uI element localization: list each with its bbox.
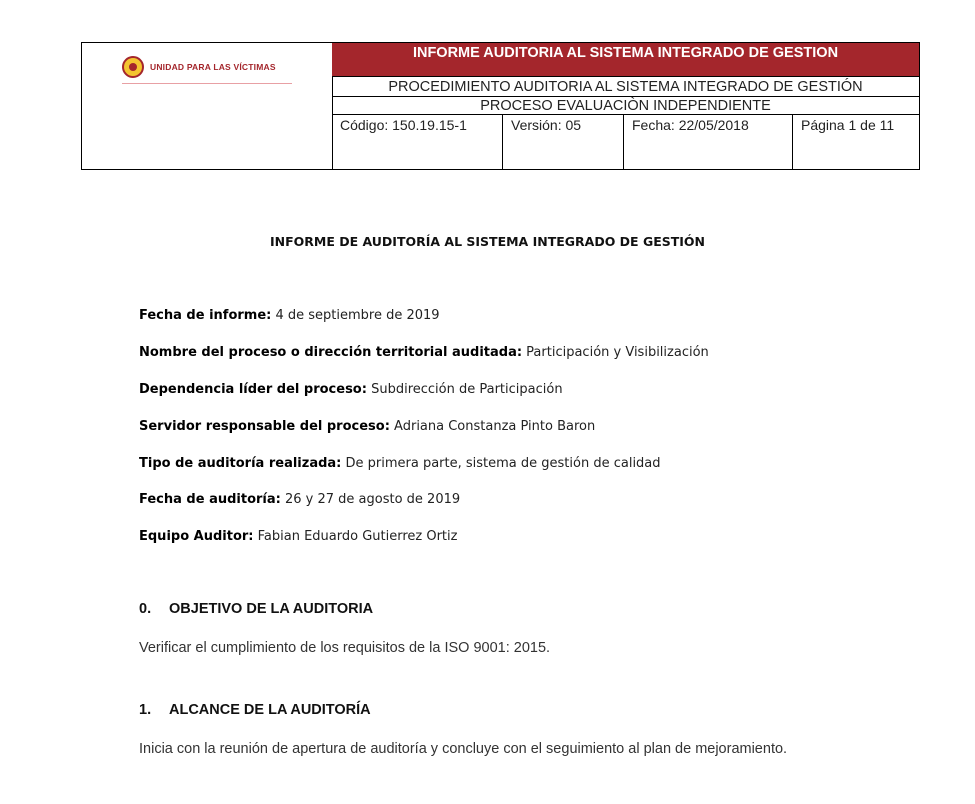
field-value: De primera parte, sistema de gestión de calidad [341, 456, 661, 471]
logo-text: UNIDAD PARA LAS VÍCTIMAS [150, 62, 276, 72]
field-report-date [139, 308, 440, 323]
header-procedure: PROCEDIMIENTO AUDITORIA AL SISTEMA INTEGRADO DE GESTIÓN [332, 77, 919, 97]
header-process: PROCESO EVALUACIÒN INDEPENDIENTE [332, 97, 919, 115]
coat-of-arms-icon [122, 56, 144, 78]
header-page: Página 1 de 11 [801, 117, 895, 133]
section-title: OBJETIVO DE LA AUDITORIA [169, 601, 374, 617]
field-label: Dependencia líder del proceso: [139, 382, 367, 397]
field-label: Equipo Auditor: [139, 529, 254, 544]
section-heading-objective [139, 601, 373, 617]
field-value: Subdirección de Participación [366, 382, 563, 397]
field-audit-type [139, 456, 661, 471]
logo [122, 54, 292, 80]
field-audit-team [139, 529, 457, 544]
field-label: Servidor responsable del proceso: [139, 419, 390, 434]
section-number: 1. [139, 702, 152, 718]
header-title: INFORME AUDITORIA AL SISTEMA INTEGRADO DE GESTION [332, 43, 919, 77]
document-header-table [81, 42, 920, 170]
header-date: Fecha: 22/05/2018 [624, 115, 793, 169]
document-title: INFORME DE AUDITORÍA AL SISTEMA INTEGRADO DE GESTIÓN [269, 234, 706, 249]
section-number: 0. [139, 601, 152, 617]
field-value: 4 de septiembre de 2019 [271, 308, 440, 323]
field-value: 26 y 27 de agosto de 2019 [280, 492, 461, 507]
field-responsible-server [139, 419, 595, 434]
field-label: Tipo de auditoría realizada: [139, 456, 342, 471]
field-lead-department [139, 382, 563, 397]
field-value: Adriana Constanza Pinto Baron [389, 419, 596, 434]
field-process-name [139, 345, 709, 360]
header-version: Versión: 05 [503, 115, 624, 169]
section-heading-scope [139, 702, 371, 718]
logo-underline [122, 83, 292, 84]
field-value: Fabian Eduardo Gutierrez Ortiz [253, 529, 458, 544]
field-audit-date [139, 492, 460, 507]
header-info [332, 43, 919, 169]
section-text-objective: Verificar el cumplimiento de los requisitos de la ISO 9001: 2015. [139, 640, 551, 656]
field-label: Fecha de informe: [139, 308, 272, 323]
section-title: ALCANCE DE LA AUDITORÍA [169, 702, 371, 718]
logo-cell [82, 43, 333, 169]
field-label: Fecha de auditoría: [139, 492, 281, 507]
header-code: Código: 150.19.15-1 [332, 115, 503, 169]
field-label: Nombre del proceso o dirección territorial auditada: [139, 345, 523, 360]
field-value: Participación y Visibilización [522, 345, 709, 360]
header-meta-row [332, 115, 919, 169]
section-text-scope: Inicia con la reunión de apertura de auditoría y concluye con el seguimiento al plan de mejoramiento. [139, 741, 788, 757]
